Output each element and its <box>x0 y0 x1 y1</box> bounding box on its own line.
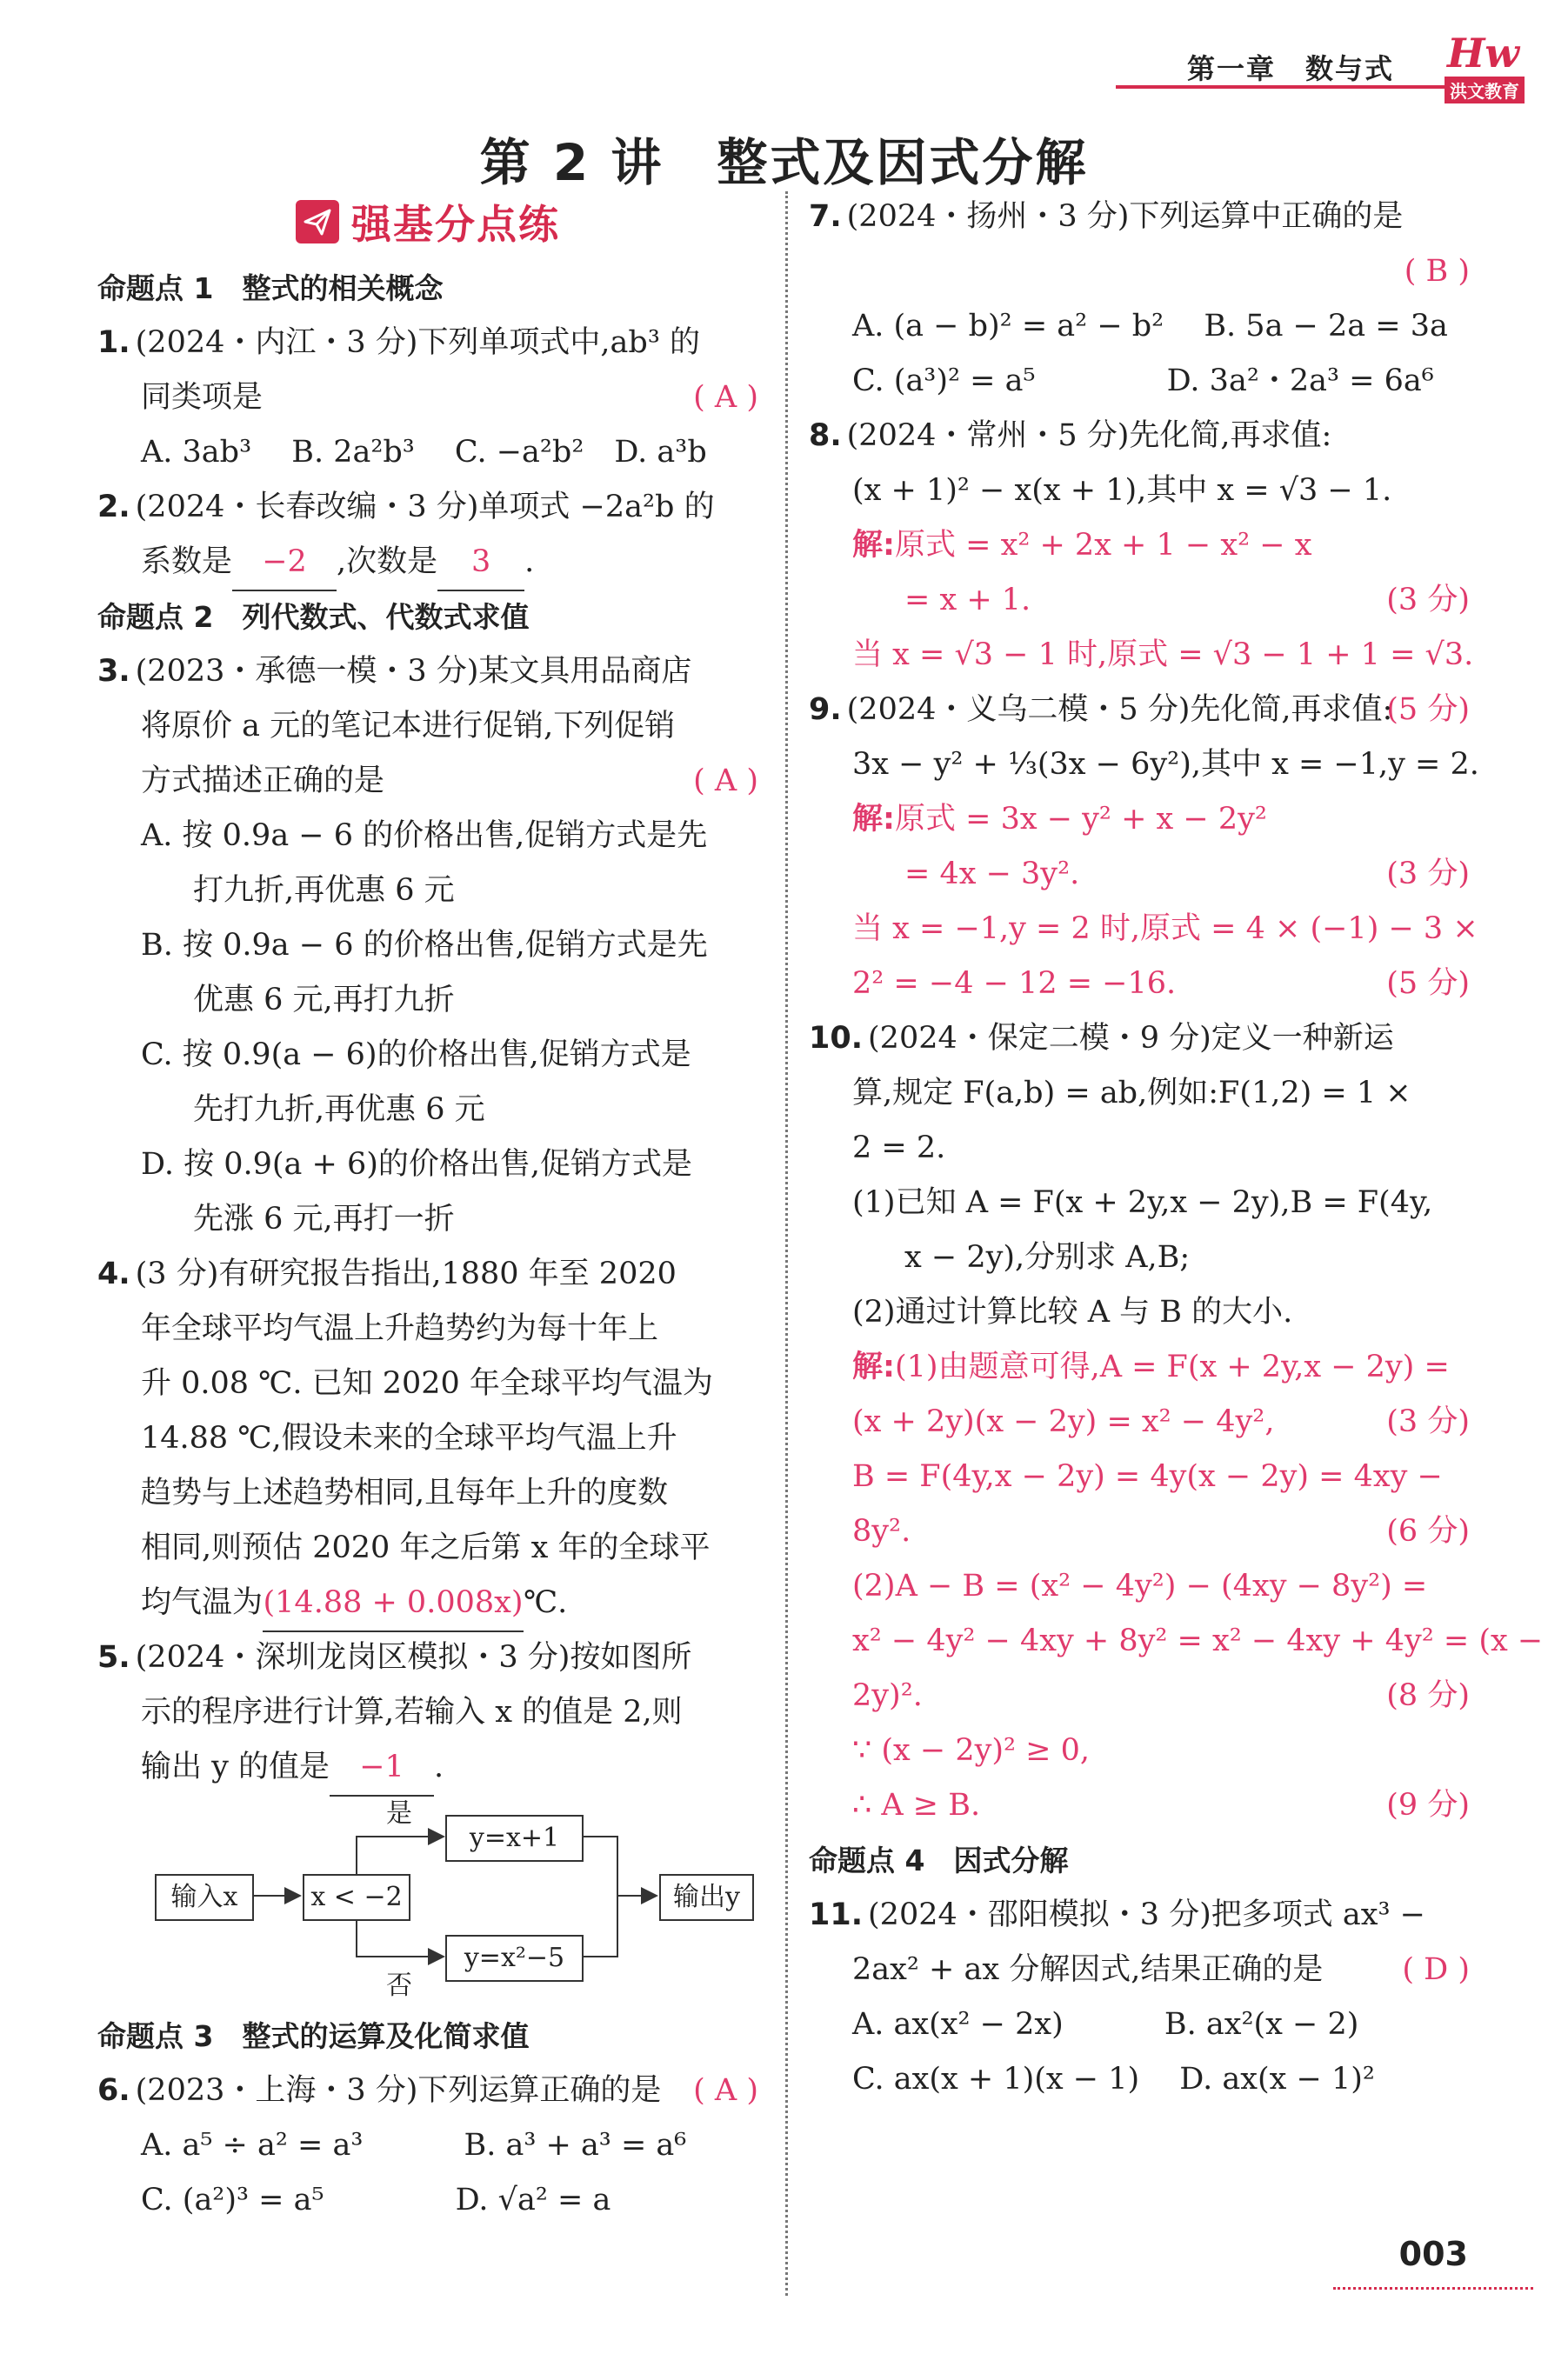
text-line <box>809 1888 1470 1943</box>
question-text: . <box>524 544 535 579</box>
question-text: (2024・义乌二模・5 分)先化简,再求值: <box>846 692 1393 727</box>
text-line <box>809 1504 1470 1559</box>
question-text: 2ax² + ax 分解因式,结果正确的是 <box>852 1952 1324 1987</box>
score-marker: (5 分) <box>1386 966 1470 1001</box>
question-text: 同类项是 <box>141 380 264 415</box>
answer-choice: ( B ) <box>1404 254 1470 289</box>
text-line <box>97 1630 758 1685</box>
topic-heading: 命题点 1 整式的相关概念 <box>97 271 444 305</box>
solution-text: 2² = −4 − 12 = −16. <box>852 966 1177 1001</box>
solution-text: 当 x = −1,y = 2 时,原式 = 4 × (−1) − 3 × <box>852 911 1478 946</box>
text-line <box>809 409 1470 463</box>
question-text: 输出 y 的值是 <box>141 1750 330 1784</box>
brand-logo <box>1403 30 1525 102</box>
question-text: A. 按 0.9a − 6 的价格出售,促销方式是先 <box>141 818 708 853</box>
solution-text: 当 x = √3 − 1 时,原式 = √3 − 1 + 1 = √3. <box>852 637 1474 672</box>
question-text: 先打九折,再优惠 6 元 <box>193 1092 485 1127</box>
question-text: (3 分)有研究报告指出,1880 年至 2020 <box>135 1257 677 1291</box>
answer-choice: ( A ) <box>693 380 758 415</box>
question-text: (2023・上海・3 分)下列运算正确的是 <box>135 2073 662 2108</box>
text-line <box>809 1833 1470 1888</box>
solution-text: ∵ (x − 2y)² ≥ 0, <box>852 1733 1091 1768</box>
text-line <box>809 1943 1470 1997</box>
text-line <box>97 1192 758 1247</box>
text-line <box>97 754 758 809</box>
text-line <box>809 957 1470 1011</box>
yes-formula-box: y=x+1 <box>445 1815 584 1862</box>
question-text: A. 3ab³ B. 2a²b³ C. −a²b² D. a³b <box>141 435 707 470</box>
solution-text: (2)A − B = (x² − 4y²) − (4xy − 8y²) = <box>852 1569 1428 1604</box>
question-text: x − 2y),分别求 A,B; <box>904 1240 1191 1275</box>
logo-mark: Hw <box>1446 30 1519 77</box>
question-text: A. (a − b)² = a² − b² B. 5a − 2a = 3a <box>852 309 1448 343</box>
text-line <box>809 354 1470 409</box>
question-number: 8. <box>809 418 842 453</box>
left-column <box>97 261 758 1795</box>
question-text: 2 = 2. <box>852 1130 946 1165</box>
text-line <box>97 2118 758 2173</box>
question-text: 均气温为 <box>141 1585 264 1620</box>
text-line <box>97 918 758 973</box>
question-text: 3x − y² + ⅓(3x − 6y²),其中 x = −1,y = 2. <box>852 747 1479 782</box>
text-line <box>809 190 1470 244</box>
lesson-title: 第 2 讲 整式及因式分解 <box>479 133 1089 192</box>
question-text: . <box>434 1750 444 1784</box>
text-line <box>97 2009 758 2064</box>
text-line <box>809 463 1470 518</box>
text-line <box>809 792 1470 847</box>
text-line <box>809 1395 1470 1450</box>
topic-heading: 命题点 2 列代数式、代数式求值 <box>97 600 530 634</box>
question-text: C. (a³)² = a⁵ D. 3a²・2a³ = 6a⁶ <box>852 363 1434 398</box>
question-text: C. ax(x + 1)(x − 1) D. ax(x − 1)² <box>852 2062 1375 2097</box>
question-number: 4. <box>97 1257 130 1291</box>
answer-choice: ( A ) <box>693 764 758 798</box>
text-line <box>809 518 1470 573</box>
text-line <box>809 847 1470 902</box>
text-line <box>97 2064 758 2118</box>
text-line <box>809 737 1479 792</box>
text-line <box>97 1466 758 1521</box>
text-line <box>809 902 1478 957</box>
question-text: (2024・常州・5 分)先化简,再求值: <box>846 418 1332 453</box>
solution-text: 2y)². <box>852 1678 923 1713</box>
question-text: (2)通过计算比较 A 与 B 的大小. <box>852 1295 1293 1330</box>
no-label: 否 <box>386 1971 412 2001</box>
text-line <box>97 1083 758 1137</box>
question-text: 示的程序进行计算,若输入 x 的值是 2,则 <box>141 1695 683 1730</box>
text-line <box>97 699 758 754</box>
topic-heading: 命题点 3 整式的运算及化简求值 <box>97 2019 530 2053</box>
question-text: (2024・扬州・3 分)下列运算中正确的是 <box>846 199 1404 234</box>
question-text: 升 0.08 ℃. 已知 2020 年全球平均气温为 <box>141 1366 713 1401</box>
output-box: 输出y <box>659 1874 754 1921</box>
text-line <box>809 1997 1470 2052</box>
text-line <box>809 244 1470 299</box>
score-marker: (3 分) <box>1386 1404 1470 1439</box>
paper-plane-icon <box>296 200 339 243</box>
text-line <box>809 1011 1470 1066</box>
question-number: 1. <box>97 325 130 360</box>
text-line <box>809 2052 1470 2107</box>
text-line <box>97 1302 758 1357</box>
condition-box: x < −2 <box>303 1874 410 1921</box>
text-line <box>97 1247 758 1302</box>
solution-text: 8y². <box>852 1514 911 1549</box>
answer-blank: 3 <box>437 535 524 591</box>
input-box: 输入x <box>155 1874 254 1921</box>
question-text: 方式描述正确的是 <box>141 764 385 798</box>
text-line <box>97 2173 758 2228</box>
text-line <box>809 299 1470 354</box>
text-line <box>97 480 758 535</box>
score-marker: (3 分) <box>1386 583 1470 617</box>
solution-text: 原式 = x² + 2x + 1 − x² − x <box>895 528 1312 563</box>
question-text: 系数是 <box>141 544 233 579</box>
text-line <box>809 1614 1544 1669</box>
text-line <box>97 1357 758 1411</box>
solution-label: 解: <box>852 1350 895 1384</box>
score-marker: (8 分) <box>1386 1678 1470 1713</box>
text-line <box>97 1576 758 1630</box>
text-line <box>97 809 758 864</box>
question-number: 7. <box>809 199 842 234</box>
solution-label: 解: <box>852 802 895 837</box>
text-line <box>809 1285 1470 1340</box>
text-line <box>97 1685 758 1740</box>
answer-blank: −2 <box>232 535 337 591</box>
question-number: 6. <box>97 2073 130 2108</box>
question-text: (2024・深圳龙岗区模拟・3 分)按如图所 <box>135 1640 692 1675</box>
page-number-rule <box>1333 2287 1533 2290</box>
question-text: (x + 1)² − x(x + 1),其中 x = √3 − 1. <box>852 473 1392 508</box>
topic-heading: 命题点 4 因式分解 <box>809 1844 1069 1877</box>
question-number: 10. <box>809 1021 864 1056</box>
question-text: 优惠 6 元,再打九折 <box>193 983 455 1017</box>
question-text: (2024・保定二模・9 分)定义一种新运 <box>868 1021 1394 1056</box>
question-text: ,次数是 <box>337 544 438 579</box>
text-line <box>809 1669 1470 1724</box>
solution-text: x² − 4y² − 4xy + 8y² = x² − 4xy + 4y² = (x − <box>852 1624 1544 1658</box>
solution-text: B = F(4y,x − 2y) = 4y(x − 2y) = 4xy − <box>852 1459 1443 1494</box>
text-line <box>97 1028 758 1083</box>
question-text: 算,规定 F(a,b) = ab,例如:F(1,2) = 1 × <box>852 1076 1411 1110</box>
question-text: D. 按 0.9(a + 6)的价格出售,促销方式是 <box>141 1147 692 1182</box>
no-formula-box: y=x²−5 <box>445 1935 584 1982</box>
solution-text: (x + 2y)(x − 2y) = x² − 4y², <box>852 1404 1275 1439</box>
question-text: A. ax(x² − 2x) B. ax²(x − 2) <box>852 2007 1359 2042</box>
question-text: 相同,则预估 2020 年之后第 x 年的全球平 <box>141 1530 711 1565</box>
score-marker: (9 分) <box>1386 1788 1470 1823</box>
text-line <box>809 683 1470 737</box>
answer-blank: −1 <box>330 1740 434 1797</box>
text-line <box>97 425 758 480</box>
text-line <box>97 370 758 425</box>
solution-text: ∴ A ≥ B. <box>852 1788 981 1823</box>
question-number: 3. <box>97 654 130 689</box>
question-text: (2024・邵阳模拟・3 分)把多项式 ax³ − <box>868 1897 1426 1932</box>
right-column <box>809 190 1544 2107</box>
question-number: 5. <box>97 1640 130 1675</box>
score-marker: (3 分) <box>1386 857 1470 891</box>
question-text: (1)已知 A = F(x + 2y,x − 2y),B = F(4y, <box>852 1185 1433 1220</box>
question-text: ℃. <box>524 1585 568 1620</box>
page-number: 003 <box>1398 2235 1468 2273</box>
question-text: (2024・内江・3 分)下列单项式中,ab³ 的 <box>135 325 700 360</box>
text-line <box>809 1559 1470 1614</box>
text-line <box>809 1778 1470 1833</box>
yes-label: 是 <box>386 1798 412 1829</box>
text-line <box>97 261 758 316</box>
text-line <box>809 1176 1470 1230</box>
page-header <box>1038 30 1525 102</box>
text-line <box>97 973 758 1028</box>
text-line <box>809 573 1470 628</box>
question-text: (2023・承德一模・3 分)某文具用品商店 <box>135 654 692 689</box>
text-line <box>809 1724 1470 1778</box>
text-line <box>97 864 758 918</box>
question-text: 将原价 a 元的笔记本进行促销,下列促销 <box>141 709 676 744</box>
question-text: (2024・长春改编・3 分)单项式 −2a²b 的 <box>135 490 715 524</box>
text-line <box>809 1340 1470 1395</box>
text-line <box>809 1121 1470 1176</box>
question-text: 先涨 6 元,再打一折 <box>193 1202 455 1237</box>
question-text: 14.88 ℃,假设未来的全球平均气温上升 <box>141 1421 677 1456</box>
solution-text: = x + 1. <box>904 583 1031 617</box>
text-line <box>97 644 758 699</box>
text-line <box>97 1137 758 1192</box>
question-text: C. (a²)³ = a⁵ D. √a² = a <box>141 2183 611 2217</box>
question-text: C. 按 0.9(a − 6)的价格出售,促销方式是 <box>141 1037 691 1072</box>
answer-choice: ( D ) <box>1402 1952 1470 1987</box>
text-line <box>97 590 758 644</box>
text-line <box>97 1740 758 1795</box>
text-line <box>809 1066 1470 1121</box>
text-line <box>97 316 758 370</box>
solution-text: (1)由题意可得,A = F(x + 2y,x − 2y) = <box>895 1350 1450 1384</box>
chapter-label: 第一章 数与式 <box>1186 52 1394 85</box>
answer-blank: (14.88 + 0.008x) <box>263 1576 524 1632</box>
question-text: 年全球平均气温上升趋势约为每十年上 <box>141 1311 659 1346</box>
solution-label: 解: <box>852 528 895 563</box>
flow-diagram <box>148 1798 757 2001</box>
section-title: 强基分点练 <box>351 201 560 248</box>
question-number: 11. <box>809 1897 864 1932</box>
solution-text: 原式 = 3x − y² + x − 2y² <box>895 802 1267 837</box>
column-divider <box>785 191 788 2296</box>
question-text: B. 按 0.9a − 6 的价格出售,促销方式是先 <box>141 928 708 963</box>
text-line <box>97 1411 758 1466</box>
solution-text: = 4x − 3y². <box>904 857 1080 891</box>
text-line <box>809 1230 1470 1285</box>
question-number: 9. <box>809 692 842 727</box>
question-number: 2. <box>97 490 130 524</box>
section-heading <box>296 193 560 250</box>
text-line <box>97 535 758 590</box>
question-text: A. a⁵ ÷ a² = a³ B. a³ + a³ = a⁶ <box>141 2128 687 2163</box>
brand-name: 洪文教育 <box>1445 77 1525 103</box>
answer-choice: ( A ) <box>693 2073 758 2108</box>
left-column-lower <box>97 2009 758 2228</box>
question-text: 打九折,再优惠 6 元 <box>193 873 455 908</box>
text-line <box>97 1521 758 1576</box>
score-marker: (5 分) <box>1386 692 1470 727</box>
text-line <box>809 1450 1470 1504</box>
score-marker: (6 分) <box>1386 1514 1470 1549</box>
question-text: 趋势与上述趋势相同,且每年上升的度数 <box>141 1476 669 1510</box>
